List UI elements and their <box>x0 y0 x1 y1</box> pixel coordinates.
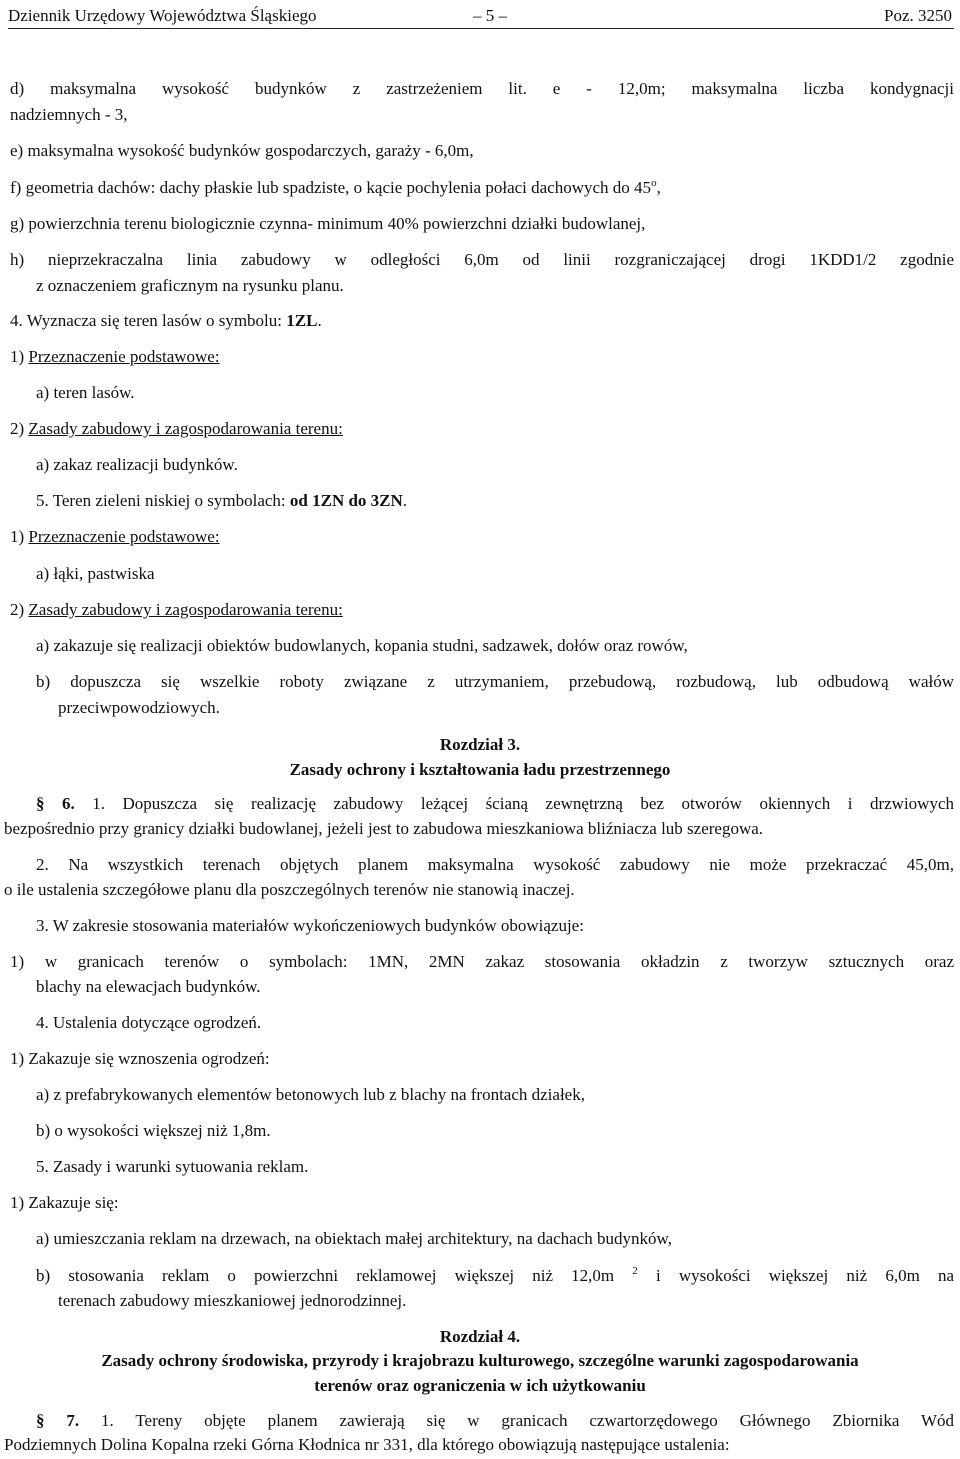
item-e: e) maksymalna wysokość budynków gospodarczych, garaży - 6,0m, <box>10 141 474 160</box>
p4-subitem-1 <box>10 345 220 371</box>
section-6-4-1b: b) o wysokości większej niż 1,8m. <box>36 1121 271 1140</box>
section-6-3-1-line1: 1) w granicach terenów o symbolach: 1MN, 2MN zakaz stosowania okładzin z tworzyw sztucznych oraz <box>10 952 954 971</box>
chapter-4-subtitle-text1: Zasady ochrony środowiska, przyrody i krajobrazu kulturowego, szczególne warunki zagospodarowania <box>101 1351 859 1370</box>
item-d-line2: nadziemnych - 3, <box>10 105 128 124</box>
p5-item-1a: a) łąki, pastwiska <box>36 564 155 583</box>
p4-subitem-1-num: 1) <box>10 347 29 366</box>
chapter-4-title-text: Rozdział 4. <box>439 1327 521 1346</box>
section-6-4-1: 1) Zakazuje się wznoszenia ogrodzeń: <box>10 1049 270 1068</box>
p4-item-1a: a) teren lasów. <box>36 383 135 402</box>
p5-subitem-1-num: 1) <box>10 527 29 546</box>
p4-subitem-1-heading: Przeznaczenie podstawowe: <box>28 347 220 366</box>
chapter-3-subtitle-text: Zasady ochrony i kształtowania ładu przestrzennego <box>289 760 671 779</box>
paragraph-5-symbols: od 1ZN do 3ZN <box>289 491 403 510</box>
section-6-marker: § 6. <box>36 794 75 813</box>
section-6-5-1b-text: b) stosowania reklam o powierzchni reklamowej większej niż 12,0m <box>36 1266 633 1285</box>
p4-subitem-2-num: 2) <box>10 419 29 438</box>
paragraph-5-text: 5. Teren zieleni niskiej o symbolach: <box>36 491 290 510</box>
section-7-1-line1 <box>0 1409 960 1435</box>
section-6-2-line1: 2. Na wszystkich terenach objętych planem maksymalna wysokość zabudowy nie może przekraczać 45,0m, <box>36 855 954 874</box>
section-6-4-1a: a) z prefabrykowanych elementów betonowych lub z blachy na frontach działek, <box>36 1085 585 1104</box>
square-superscript: 2 <box>632 1265 638 1277</box>
paragraph-4-text: 4. Wyznacza się teren lasów o symbolu: <box>10 311 287 330</box>
p5-subitem-2-heading: Zasady zabudowy i zagospodarowania terenu: <box>28 600 343 619</box>
p4-subitem-2-heading: Zasady zabudowy i zagospodarowania terenu: <box>28 419 343 438</box>
section-6-2-line2: o ile ustalenia szczegółowe planu dla poszczególnych terenów nie stanowią inaczej. <box>4 880 575 899</box>
item-f-text: f) geometria dachów: dachy płaskie lub spadziste, o kącie pochylenia połaci dachowych do 45 <box>10 178 652 197</box>
section-6-5-1b-line1 <box>0 1264 960 1290</box>
p5-item-2b-line1: b) dopuszcza się wszelkie roboty związane z utrzymaniem, przebudową, rozbudową, lub odbudową wałów <box>36 672 954 691</box>
chapter-3-subtitle <box>0 758 960 784</box>
page-header <box>8 4 954 29</box>
section-6-3-1-line2: blachy na elewacjach budynków. <box>36 977 261 996</box>
p5-subitem-2 <box>10 598 343 624</box>
page-number: – 5 – <box>473 6 507 25</box>
section-6-5-1a: a) umieszczania reklam na drzewach, na obiektach małej architektury, na dachach budynków, <box>36 1229 672 1248</box>
section-6-4: 4. Ustalenia dotyczące ogrodzeń. <box>36 1013 262 1032</box>
p5-subitem-1-heading: Przeznaczenie podstawowe: <box>28 527 220 546</box>
chapter-4-title <box>0 1325 960 1351</box>
item-f-end: , <box>656 178 661 197</box>
chapter-4-subtitle-text2: terenów oraz ograniczenia w ich użytkowaniu <box>314 1376 646 1395</box>
paragraph-4-end: . <box>317 311 322 330</box>
section-7-1-text: 1. Tereny objęte planem zawierają się w granicach czwartorzędowego Głównego Zbiornika Wód <box>79 1411 955 1430</box>
section-6-5: 5. Zasady i warunki sytuowania reklam. <box>36 1157 309 1176</box>
p5-subitem-2-num: 2) <box>10 600 29 619</box>
section-6-5-1b-line2: terenach zabudowy mieszkaniowej jednorodzinnej. <box>58 1291 407 1310</box>
p4-item-2a: a) zakaz realizacji budynków. <box>36 455 238 474</box>
paragraph-4-symbol: 1ZL <box>286 311 318 330</box>
chapter-3-title <box>0 733 960 759</box>
section-6-5-1b-text-end: i wysokości większej niż 6,0m na <box>637 1266 954 1285</box>
degree-superscript: o <box>651 177 657 189</box>
section-6-1-text: 1. Dopuszcza się realizację zabudowy leżącej ścianą zewnętrzną bez otworów okiennych i drzwiowych <box>74 794 955 813</box>
p5-item-2b-line2: przeciwpowodziowych. <box>58 698 220 717</box>
item-h-line2: z oznaczeniem graficznym na rysunku planu. <box>36 276 344 295</box>
item-g: g) powierzchnia terenu biologicznie czynna- minimum 40% powierzchni działki budowlanej, <box>10 214 646 233</box>
p5-subitem-1 <box>10 525 220 551</box>
paragraph-5-end: . <box>402 491 408 510</box>
item-f <box>10 176 661 202</box>
section-7-marker: § 7. <box>36 1411 80 1430</box>
p5-item-2a: a) zakazuje się realizacji obiektów budowlanych, kopania studni, sadzawek, dołów oraz rowów, <box>36 636 688 655</box>
paragraph-4 <box>10 309 322 335</box>
item-h-line1: h) nieprzekraczalna linia zabudowy w odległości 6,0m od linii rozgraniczającej drogi 1KDD1/2 zgodnie <box>10 250 954 269</box>
item-d-line1: d) maksymalna wysokość budynków z zastrzeżeniem lit. e - 12,0m; maksymalna liczba kondygnacji <box>10 79 954 98</box>
chapter-4-subtitle-line1 <box>0 1349 960 1375</box>
section-6-5-1: 1) Zakazuje się: <box>10 1193 119 1212</box>
journal-title: Dziennik Urzędowy Województwa Śląskiego <box>8 6 317 25</box>
position-number: Poz. 3250 <box>884 6 952 25</box>
chapter-3-title-text: Rozdział 3. <box>439 735 521 754</box>
paragraph-5 <box>36 489 407 515</box>
section-7-1-line2: Podziemnych Dolina Kopalna rzeki Górna Kłodnica nr 331, dla którego obowiązują następujące ustalenia: <box>4 1435 730 1454</box>
chapter-4-subtitle-line2 <box>0 1374 960 1400</box>
section-6-3: 3. W zakresie stosowania materiałów wykończeniowych budynków obowiązuje: <box>36 916 584 935</box>
section-6-1-line2: bezpośrednio przy granicy działki budowlanej, jeżeli jest to zabudowa mieszkaniowa bliźniacza lub szeregowa. <box>4 819 764 838</box>
p4-subitem-2 <box>10 417 343 443</box>
section-6-1-line1 <box>0 792 960 818</box>
